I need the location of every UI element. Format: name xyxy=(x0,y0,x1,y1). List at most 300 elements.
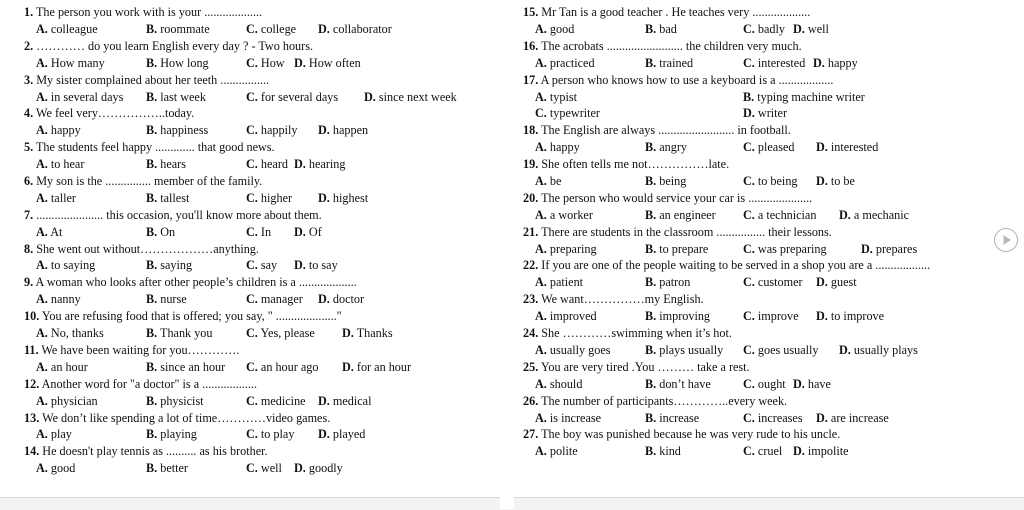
option-text: interested xyxy=(830,140,879,155)
answer-option[interactable] xyxy=(318,291,364,308)
option-letter: B. xyxy=(645,410,657,425)
option-letter: D. xyxy=(793,444,805,459)
answer-option[interactable] xyxy=(743,241,827,258)
option-text: nurse xyxy=(160,292,187,307)
answer-option[interactable] xyxy=(839,207,909,224)
question-stem xyxy=(523,122,983,139)
question-item xyxy=(523,72,983,123)
option-text: happy xyxy=(50,123,81,138)
question-text: Another word for "a doctor" is a .................. xyxy=(41,376,258,391)
question-number: 7. xyxy=(24,207,34,222)
answer-option[interactable] xyxy=(36,257,95,274)
answer-option[interactable] xyxy=(294,156,345,173)
option-text: for an hour xyxy=(356,359,412,374)
question-number: 5. xyxy=(24,140,34,155)
answer-option[interactable] xyxy=(816,410,889,427)
question-item xyxy=(24,72,500,106)
question-stem xyxy=(523,291,983,308)
question-stem xyxy=(24,274,500,291)
answer-option[interactable] xyxy=(645,274,690,291)
option-text: manager xyxy=(260,292,303,307)
question-stem xyxy=(523,190,983,207)
answer-option[interactable] xyxy=(36,122,81,139)
answer-option[interactable] xyxy=(743,139,794,156)
options-row xyxy=(523,410,983,427)
option-letter: A. xyxy=(36,258,48,273)
answer-option[interactable] xyxy=(645,241,708,258)
option-letter: C. xyxy=(743,275,755,290)
answer-option[interactable] xyxy=(146,224,175,241)
option-text: well xyxy=(807,21,829,36)
question-stem xyxy=(24,72,500,89)
question-item xyxy=(523,393,983,427)
answer-option[interactable] xyxy=(246,89,338,106)
option-text: an engineer xyxy=(659,207,716,222)
option-text: is increase xyxy=(549,410,602,425)
answer-option[interactable] xyxy=(146,460,188,477)
answer-option[interactable] xyxy=(36,89,123,106)
option-letter: C. xyxy=(743,241,755,256)
question-text: We want……………my English. xyxy=(541,292,704,307)
answer-option[interactable] xyxy=(246,122,297,139)
question-text: She often tells me not……………late. xyxy=(541,157,730,172)
option-text: an hour xyxy=(50,359,88,374)
answer-option[interactable] xyxy=(36,325,104,342)
answer-option[interactable] xyxy=(146,156,186,173)
option-letter: A. xyxy=(535,342,547,357)
answer-option[interactable] xyxy=(861,241,917,258)
answer-option[interactable] xyxy=(146,426,197,443)
question-stem xyxy=(24,139,500,156)
answer-option[interactable] xyxy=(246,325,315,342)
option-text: guest xyxy=(830,275,857,290)
option-letter: B. xyxy=(146,393,158,408)
question-number: 2. xyxy=(24,38,34,53)
options-row xyxy=(523,89,983,106)
answer-option[interactable] xyxy=(743,21,785,38)
question-item xyxy=(523,291,983,325)
question-number: 4. xyxy=(24,106,34,121)
answer-option[interactable] xyxy=(246,257,277,274)
answer-option[interactable] xyxy=(146,21,210,38)
right-question-column xyxy=(523,4,983,460)
options-row xyxy=(24,156,500,173)
question-number: 17. xyxy=(523,72,539,87)
option-letter: C. xyxy=(246,359,258,374)
answer-option[interactable] xyxy=(743,207,816,224)
answer-option[interactable] xyxy=(645,410,699,427)
answer-option[interactable] xyxy=(146,291,187,308)
options-row xyxy=(523,55,983,72)
option-letter: C. xyxy=(743,173,755,188)
option-letter: B. xyxy=(146,123,158,138)
answer-option[interactable] xyxy=(535,139,580,156)
option-letter: C. xyxy=(246,21,258,36)
option-text: medicine xyxy=(260,393,306,408)
question-number: 27. xyxy=(523,427,539,442)
answer-option[interactable] xyxy=(743,89,865,106)
answer-option[interactable] xyxy=(816,274,857,291)
answer-option[interactable] xyxy=(743,342,819,359)
answer-option[interactable] xyxy=(146,257,192,274)
answer-option[interactable] xyxy=(743,376,786,393)
question-item xyxy=(523,224,983,258)
answer-option[interactable] xyxy=(535,274,583,291)
question-stem xyxy=(523,72,983,89)
question-stem xyxy=(523,224,983,241)
option-text: an hour ago xyxy=(260,359,319,374)
answer-option[interactable] xyxy=(793,21,829,38)
option-letter: C. xyxy=(246,157,258,172)
option-text: don’t have xyxy=(659,376,711,391)
option-letter: A. xyxy=(36,21,48,36)
question-stem xyxy=(24,410,500,427)
option-text: play xyxy=(50,427,72,442)
question-number: 26. xyxy=(523,393,539,408)
answer-option[interactable] xyxy=(793,443,849,460)
option-letter: B. xyxy=(146,224,158,239)
answer-option[interactable] xyxy=(743,105,787,122)
option-letter: B. xyxy=(645,275,657,290)
option-letter: C. xyxy=(246,393,258,408)
answer-option[interactable] xyxy=(645,21,677,38)
question-number: 23. xyxy=(523,292,539,307)
option-letter: A. xyxy=(36,461,48,476)
question-item xyxy=(24,105,500,139)
option-letter: B. xyxy=(146,292,158,307)
option-letter: C. xyxy=(246,258,258,273)
question-number: 19. xyxy=(523,157,539,172)
answer-option[interactable] xyxy=(146,359,225,376)
answer-option[interactable] xyxy=(535,207,593,224)
option-text: well xyxy=(260,461,282,476)
option-letter: B. xyxy=(146,157,158,172)
option-letter: A. xyxy=(535,21,547,36)
option-text: practiced xyxy=(549,55,595,70)
options-row xyxy=(523,173,983,190)
option-letter: C. xyxy=(246,427,258,442)
answer-option[interactable] xyxy=(813,55,858,72)
question-number: 22. xyxy=(523,258,539,273)
question-number: 20. xyxy=(523,190,539,205)
option-letter: D. xyxy=(816,173,828,188)
answer-option[interactable] xyxy=(743,410,803,427)
options-row xyxy=(24,393,500,410)
answer-option[interactable] xyxy=(535,21,574,38)
option-text: goes usually xyxy=(757,342,819,357)
option-text: How many xyxy=(50,55,105,70)
option-text: plays usually xyxy=(659,342,724,357)
answer-option[interactable] xyxy=(535,308,597,325)
option-text: since an hour xyxy=(160,359,226,374)
option-text: better xyxy=(160,461,188,476)
question-stem xyxy=(24,443,500,460)
answer-option[interactable] xyxy=(246,156,288,173)
option-text: playing xyxy=(160,427,197,442)
option-text: No, thanks xyxy=(50,326,104,341)
option-letter: D. xyxy=(342,326,354,341)
option-letter: A. xyxy=(36,157,48,172)
answer-option[interactable] xyxy=(146,122,208,139)
answer-option[interactable] xyxy=(318,122,368,139)
option-letter: A. xyxy=(535,275,547,290)
answer-option[interactable] xyxy=(645,308,710,325)
answer-option[interactable] xyxy=(535,443,578,460)
options-row xyxy=(24,190,500,207)
question-item xyxy=(24,342,500,376)
option-letter: C. xyxy=(535,106,547,121)
question-text: We don’t like spending a lot of time…………video games. xyxy=(42,410,331,425)
question-text: A person who knows how to use a keyboard is a .................. xyxy=(540,72,834,87)
answer-option[interactable] xyxy=(36,55,105,72)
answer-option[interactable] xyxy=(246,460,282,477)
option-letter: C. xyxy=(743,140,755,155)
answer-option[interactable] xyxy=(743,55,805,72)
answer-option[interactable] xyxy=(294,460,343,477)
question-stem xyxy=(523,426,983,443)
answer-option[interactable] xyxy=(535,55,595,72)
option-letter: D. xyxy=(318,292,330,307)
answer-option[interactable] xyxy=(246,393,306,410)
options-row xyxy=(24,21,500,38)
option-letter: C. xyxy=(246,55,258,70)
question-stem xyxy=(523,156,983,173)
answer-option[interactable] xyxy=(816,173,855,190)
option-letter: D. xyxy=(318,190,330,205)
answer-option[interactable] xyxy=(816,139,878,156)
option-text: happy xyxy=(549,140,580,155)
answer-option[interactable] xyxy=(535,410,601,427)
question-stem xyxy=(24,38,500,55)
option-letter: C. xyxy=(743,207,755,222)
option-text: At xyxy=(50,224,63,239)
question-item xyxy=(24,139,500,173)
answer-option[interactable] xyxy=(318,393,371,410)
answer-option[interactable] xyxy=(645,55,693,72)
question-item xyxy=(24,274,500,308)
question-text: My son is the ............... member of the family. xyxy=(36,173,263,188)
option-text: was preparing xyxy=(757,241,827,256)
option-text: In xyxy=(260,224,272,239)
answer-option[interactable] xyxy=(816,308,884,325)
answer-option[interactable] xyxy=(36,224,62,241)
answer-option[interactable] xyxy=(743,173,798,190)
answer-option[interactable] xyxy=(246,190,292,207)
option-letter: B. xyxy=(146,258,158,273)
question-number: 6. xyxy=(24,173,34,188)
option-letter: C. xyxy=(743,376,755,391)
options-row xyxy=(523,274,983,291)
option-letter: B. xyxy=(645,21,657,36)
option-text: happily xyxy=(260,123,298,138)
answer-option[interactable] xyxy=(294,55,361,72)
answer-option[interactable] xyxy=(246,224,271,241)
options-row xyxy=(523,376,983,393)
option-text: nanny xyxy=(50,292,81,307)
option-text: good xyxy=(549,21,575,36)
option-letter: D. xyxy=(813,55,825,70)
option-text: good xyxy=(50,461,76,476)
option-text: customer xyxy=(757,275,803,290)
answer-option[interactable] xyxy=(294,257,338,274)
question-stem xyxy=(523,393,983,410)
option-letter: A. xyxy=(36,393,48,408)
answer-option[interactable] xyxy=(146,393,204,410)
answer-option[interactable] xyxy=(318,426,365,443)
answer-option[interactable] xyxy=(36,190,76,207)
question-number: 8. xyxy=(24,241,34,256)
option-text: heard xyxy=(260,157,288,172)
option-letter: C. xyxy=(246,461,258,476)
option-text: polite xyxy=(549,444,578,459)
option-text: say xyxy=(260,258,278,273)
options-row xyxy=(24,426,500,443)
question-number: 1. xyxy=(24,5,34,19)
option-text: to saying xyxy=(50,258,96,273)
question-text: The number of participants…………..every week. xyxy=(541,393,788,408)
option-letter: C. xyxy=(246,292,258,307)
answer-option[interactable] xyxy=(294,224,322,241)
options-row xyxy=(523,207,983,224)
option-text: improving xyxy=(659,309,711,324)
answer-option[interactable] xyxy=(645,376,711,393)
answer-option[interactable] xyxy=(36,291,81,308)
answer-option[interactable] xyxy=(246,426,294,443)
option-text: angry xyxy=(659,140,687,155)
answer-option[interactable] xyxy=(318,21,392,38)
answer-option[interactable] xyxy=(246,291,303,308)
question-item xyxy=(24,443,500,477)
question-item xyxy=(523,156,983,190)
answer-option[interactable] xyxy=(146,190,189,207)
option-letter: A. xyxy=(36,359,48,374)
play-button[interactable] xyxy=(994,228,1018,252)
answer-option[interactable] xyxy=(36,156,84,173)
answer-option[interactable] xyxy=(645,443,681,460)
answer-option[interactable] xyxy=(342,359,411,376)
option-text: cruel xyxy=(757,444,783,459)
answer-option[interactable] xyxy=(146,325,212,342)
option-letter: A. xyxy=(36,427,48,442)
option-letter: A. xyxy=(535,140,547,155)
answer-option[interactable] xyxy=(645,139,687,156)
answer-option[interactable] xyxy=(342,325,393,342)
answer-option[interactable] xyxy=(146,55,209,72)
option-text: since next week xyxy=(378,89,457,104)
question-item xyxy=(523,325,983,359)
option-text: pleased xyxy=(757,140,795,155)
option-text: should xyxy=(549,376,583,391)
option-text: to hear xyxy=(50,157,85,172)
question-stem xyxy=(24,4,500,21)
option-text: bad xyxy=(659,21,677,36)
option-letter: D. xyxy=(318,21,330,36)
answer-option[interactable] xyxy=(146,89,206,106)
option-text: typewriter xyxy=(549,106,600,121)
answer-option[interactable] xyxy=(246,359,318,376)
answer-option[interactable] xyxy=(36,21,98,38)
question-item xyxy=(523,190,983,224)
answer-option[interactable] xyxy=(535,105,600,122)
option-text: medical xyxy=(332,393,372,408)
answer-option[interactable] xyxy=(645,342,723,359)
option-letter: D. xyxy=(342,359,354,374)
answer-option[interactable] xyxy=(645,207,716,224)
question-text: ...................... this occasion, you'll know more about them. xyxy=(36,207,322,222)
option-text: to say xyxy=(308,258,338,273)
option-text: played xyxy=(332,427,366,442)
options-row xyxy=(24,291,500,308)
option-text: tallest xyxy=(160,190,190,205)
options-row xyxy=(523,21,983,38)
option-letter: A. xyxy=(36,123,48,138)
answer-option[interactable] xyxy=(318,190,368,207)
question-stem xyxy=(24,376,500,393)
question-text: We have been waiting for you…………. xyxy=(41,342,240,357)
option-letter: D. xyxy=(839,342,851,357)
answer-option[interactable] xyxy=(839,342,918,359)
option-letter: A. xyxy=(535,89,547,104)
question-item xyxy=(523,38,983,72)
option-letter: D. xyxy=(294,461,306,476)
answer-option[interactable] xyxy=(36,393,98,410)
answer-option[interactable] xyxy=(535,173,561,190)
option-text: increases xyxy=(757,410,803,425)
answer-option[interactable] xyxy=(535,342,611,359)
option-text: kind xyxy=(659,444,681,459)
question-item xyxy=(523,359,983,393)
answer-option[interactable] xyxy=(535,89,577,106)
answer-option[interactable] xyxy=(246,55,285,72)
option-letter: C. xyxy=(743,410,755,425)
options-row xyxy=(523,342,983,359)
options-row xyxy=(523,241,983,258)
answer-option[interactable] xyxy=(535,376,582,393)
question-text: The English are always ......................... in football. xyxy=(541,123,791,138)
question-number: 14. xyxy=(24,444,40,459)
option-text: saying xyxy=(160,258,193,273)
answer-option[interactable] xyxy=(743,274,803,291)
answer-option[interactable] xyxy=(535,241,597,258)
option-text: highest xyxy=(332,190,369,205)
answer-option[interactable] xyxy=(36,426,72,443)
question-item xyxy=(24,308,500,342)
option-text: prepares xyxy=(875,241,918,256)
option-text: impolite xyxy=(807,444,849,459)
option-letter: C. xyxy=(743,55,755,70)
answer-option[interactable] xyxy=(743,443,782,460)
answer-option[interactable] xyxy=(645,173,686,190)
option-letter: D. xyxy=(318,393,330,408)
option-text: in several days xyxy=(50,89,124,104)
answer-option[interactable] xyxy=(36,359,88,376)
answer-option[interactable] xyxy=(743,308,799,325)
answer-option[interactable] xyxy=(364,89,457,106)
question-text: ………… do you learn English every day ? - Two hours. xyxy=(36,38,313,53)
question-text: My sister complained about her teeth ................ xyxy=(36,72,270,87)
option-letter: A. xyxy=(535,444,547,459)
answer-option[interactable] xyxy=(36,460,75,477)
option-text: goodly xyxy=(308,461,343,476)
option-letter: B. xyxy=(645,140,657,155)
question-item xyxy=(24,38,500,72)
option-letter: B. xyxy=(645,342,657,357)
options-row xyxy=(523,443,983,460)
option-letter: D. xyxy=(816,140,828,155)
answer-option[interactable] xyxy=(246,21,296,38)
answer-option[interactable] xyxy=(793,376,831,393)
option-letter: A. xyxy=(535,173,547,188)
